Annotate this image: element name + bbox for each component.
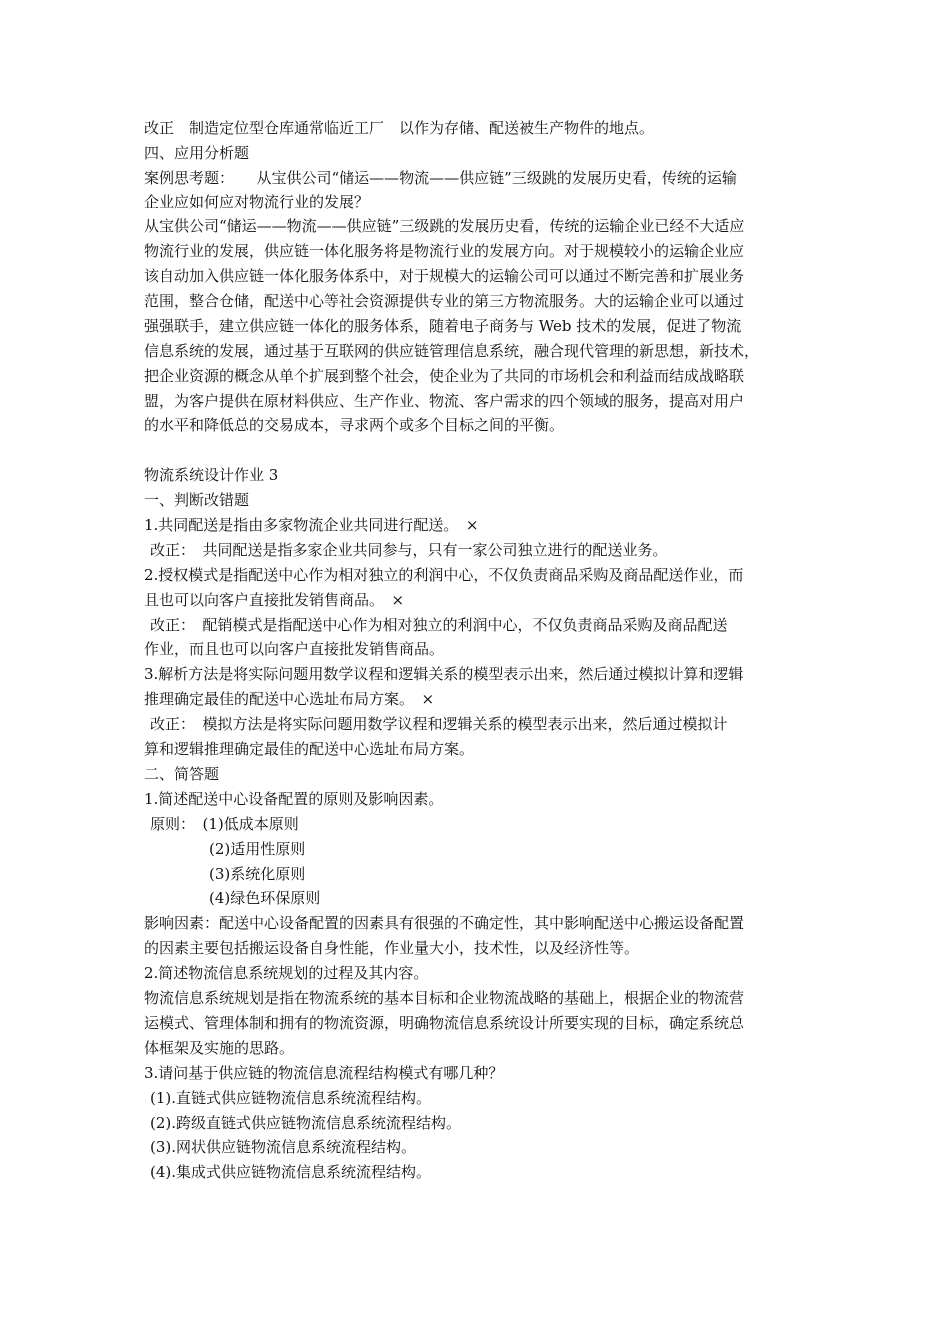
- answer-paragraph-line: 盟，为客户提供在原材料供应、生产作业、物流、客户需求的四个领域的服务，提高对用户: [144, 392, 745, 410]
- question-line: 2.授权模式是指配送中心作为相对独立的利润中心，不仅负责商品采购及商品配送作业，而: [144, 566, 744, 584]
- principle-item: 原则： (1)低成本原则: [150, 815, 299, 833]
- section-heading-true-false: 一、判断改错题: [144, 491, 250, 509]
- assignment-title: 物流系统设计作业 3: [144, 466, 279, 484]
- section-heading-application: 四、应用分析题: [144, 144, 250, 162]
- answer-paragraph-line: 运模式、管理体制和拥有的物流资源，明确物流信息系统设计所要实现的目标，确定系统总: [144, 1014, 745, 1032]
- correction-line: 算和逻辑推理确定最佳的配送中心选址布局方案。: [144, 740, 475, 758]
- principle-item: (4)绿色环保原则: [209, 889, 321, 907]
- case-question-line: 案例思考题： 从宝供公司“储运——物流——供应链”三级跳的发展历史看，传统的运输: [144, 169, 737, 187]
- correction-line: 改正： 模拟方法是将实际问题用数学议程和逻辑关系的模型表示出来，然后通过模拟计: [150, 715, 728, 733]
- question-line: 推理确定最佳的配送中心选址布局方案。 ×: [144, 690, 435, 708]
- question-line: 3.请问基于供应链的物流信息流程结构模式有哪几种？: [144, 1064, 504, 1082]
- answer-paragraph-line: 体框架及实施的思路。: [144, 1039, 295, 1057]
- answer-paragraph-line: 从宝供公司“储运——物流——供应链”三级跳的发展历史看，传统的运输企业已经不大适应: [144, 217, 745, 235]
- list-item: (1).直链式供应链物流信息系统流程结构。: [150, 1089, 432, 1107]
- answer-paragraph-line: 该自动加入供应链一体化服务体系中，对于规模大的运输公司可以通过不断完善和扩展业务: [144, 267, 745, 285]
- question-line: 3.解析方法是将实际问题用数学议程和逻辑关系的模型表示出来，然后通过模拟计算和逻辑: [144, 665, 744, 683]
- list-item: (2).跨级直链式供应链物流信息系统流程结构。: [150, 1114, 462, 1132]
- section-heading-short-answer: 二、简答题: [144, 765, 220, 783]
- correction-line: 改正： 共同配送是指多家企业共同参与，只有一家公司独立进行的配送业务。: [150, 541, 668, 559]
- question-line: 1.简述配送中心设备配置的原则及影响因素。: [144, 790, 444, 808]
- principle-item: (3)系统化原则: [209, 865, 306, 883]
- answer-paragraph-line: 物流信息系统规划是指在物流系统的基本目标和企业物流战略的基础上，根据企业的物流营: [144, 989, 745, 1007]
- correction-line: 改正 制造定位型仓库通常临近工厂 以作为存储、配送被生产物件的地点。: [144, 119, 655, 137]
- correction-line: 作业，而且也可以向客户直接批发销售商品。: [144, 640, 445, 658]
- answer-paragraph-line: 强强联手，建立供应链一体化的服务体系，随着电子商务与 Web 技术的发展，促进了物流: [144, 317, 742, 335]
- answer-paragraph-line: 物流行业的发展，供应链一体化服务将是物流行业的发展方向。对于规模较小的运输企业应: [144, 242, 745, 260]
- question-line: 且也可以向客户直接批发销售商品。 ×: [144, 591, 405, 609]
- answer-paragraph-line: 的因素主要包括搬运设备自身性能，作业量大小，技术性，以及经济性等。: [144, 939, 640, 957]
- case-question-line: 企业应如何应对物流行业的发展？: [144, 193, 370, 211]
- list-item: (3).网状供应链物流信息系统流程结构。: [150, 1138, 417, 1156]
- answer-paragraph-line: 范围，整合仓储，配送中心等社会资源提供专业的第三方物流服务。大的运输企业可以通过: [144, 292, 745, 310]
- principle-item: (2)适用性原则: [209, 840, 306, 858]
- correction-line: 改正： 配销模式是指配送中心作为相对独立的利润中心，不仅负责商品采购及商品配送: [150, 616, 728, 634]
- answer-paragraph-line: 信息系统的发展，通过基于互联网的供应链管理信息系统，融合现代管理的新思想，新技术，: [144, 342, 760, 360]
- question-line: 1.共同配送是指由多家物流企业共同进行配送。 ×: [144, 516, 479, 534]
- list-item: (4).集成式供应链物流信息系统流程结构。: [150, 1163, 432, 1181]
- question-line: 2.简述物流信息系统规划的过程及其内容。: [144, 964, 429, 982]
- answer-paragraph-line: 把企业资源的概念从单个扩展到整个社会，使企业为了共同的市场机会和利益而结成战略联: [144, 367, 745, 385]
- answer-paragraph-line: 的水平和降低总的交易成本，寻求两个或多个目标之间的平衡。: [144, 416, 565, 434]
- answer-paragraph-line: 影响因素：配送中心设备配置的因素具有很强的不确定性，其中影响配送中心搬运设备配置: [144, 914, 745, 932]
